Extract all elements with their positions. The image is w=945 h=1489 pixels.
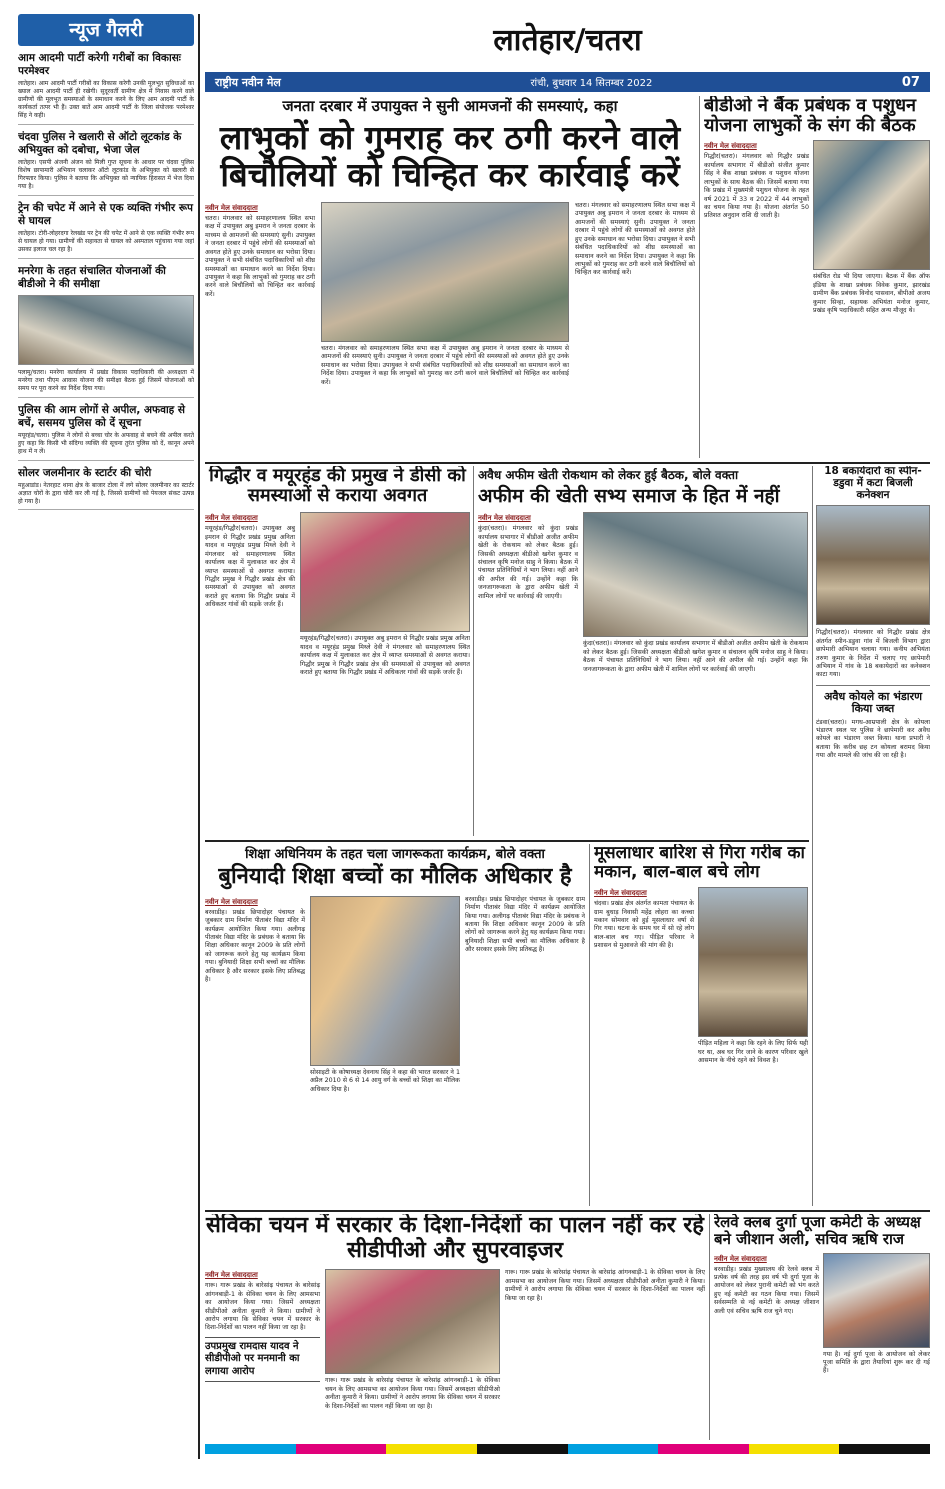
- divider: [812, 466, 813, 1206]
- railway-body: बरवाडीह। प्रखंड मुख्यालय की रेलवे क्लब में प्रत्येक वर्ष की तरह इस वर्ष भी दुर्गा पूजा के आयोजन को लेकर पुरानी कमेटी को भंग करते हुए नई कमेटी का गठन किया गया। जिसमें सर्वसम्मति से नई कमेटी के अध्यक्ष जीशान अली एवं सचिव ऋषि राज चुने गए।: [714, 1265, 819, 1315]
- divider: [699, 96, 700, 458]
- divider: [473, 466, 474, 836]
- print-color-bar: [205, 1444, 930, 1454]
- bdo-story: [704, 96, 930, 458]
- meeting-photo: [18, 295, 194, 365]
- sevika-headline: सेविका चयन में सरकार के दिशा-निर्देशों का पालन नहीं कर रहे सीडीपीओ और सुपरवाइजर: [206, 1214, 704, 1263]
- sidebar-article: [18, 404, 194, 461]
- collapsed-house-photo: [698, 887, 808, 1037]
- top-bar: [205, 72, 930, 92]
- sidebar-article: [18, 52, 194, 125]
- sevika-pullquote: उपप्रमुख रामदास यादव ने सीडीपीओ पर मनमानी का लगाया आरोप: [205, 1337, 320, 1383]
- divider: [589, 844, 590, 1206]
- afim-body: कुंदा(चतरा)। मंगलवार को कुंदा प्रखंड कार्यालय सभागार में बीडीओ अजीत अफीम खेती के रोकथाम को लेकर बैठक हुई। जिसकी अध्यक्षता बीडीओ खगेश कुमार व संचालन कृषि मनोज साहु ने किया। बैठक में पंचायत प्रतिनिधियों ने भाग लिया। नहीं आने की अपील की गई। उन्होंने कहा कि जनजागरूकता के द्वारा अफीम खेती में शामिल लोगों पर कार्रवाई की जाएगी।: [478, 525, 578, 600]
- awareness-program-photo: [310, 896, 460, 1066]
- bdo-body: गिद्धौर(चतरा)। मंगलवार को गिद्धौर प्रखंड कार्यालय सभागार में बीडीओ संजीत कुमार सिंह ने बैंक शाखा प्रबंधक व पशुधन योजना लाभुकों के साथ बैठक की। जिसमें बताया गया कि प्रखंड में मुख्यमंत्री पशुधन योजना के तहत वर्ष 2021 में 33 व 2022 में 44 लाभुकों का चयन किया गया है। योजना अंतर्गत 50 प्रतिशत अनुदान राशि दी जाती है।: [704, 153, 809, 220]
- newspaper-brand: राष्ट्रीय नवीन मेल: [215, 75, 281, 89]
- barish-body: चंदवा। प्रखंड क्षेत्र अंतर्गत कामता पंचायत के ग्राम बुधाड़ निवासी महेंद्र लोहरा का कच्चा मकान सोमवार को हुई मूसलाधार वर्षा से गिर गया। घटना के समय घर में सो रहे लोग बाल-बाल बच गए। पीड़ित परिवार ने प्रशासन से मुआवजे की मांग की है।: [594, 900, 694, 950]
- divider: [205, 462, 930, 464]
- afim-kicker: अवैध अफीम खेती रोकथाम को लेकर हुई बैठक, बोले वक्ता: [478, 468, 739, 482]
- sidebar-article-body: लातेहार। आम आदमी पार्टी गरीबों का विकास करेगी उनकी मूलभूत सुविधाओं का ख्याल आम आदमी पार्टी ही रखेगी। सुदूरवर्ती ग्रामीण क्षेत्र में निवास करने वाले ग्रामीणों की मूलभूत समस्याओं के समाधान करने के लिए आम आदमी पार्टी के कार्यकर्ता तत्पर भी हैं। उक्त बातें आम आदमी पार्टी के जिला संयोजक परमेश्वर सिंह ने कही।: [18, 80, 194, 119]
- sidebar-article-title: सोलर जलमीनार के स्टार्टर की चोरी: [18, 466, 152, 479]
- lead-story: [205, 96, 695, 468]
- sevika-byline: नवीन मेल संवाददाता: [205, 1271, 258, 1280]
- sidebar-article-body: पलामू/चतरा। मनरेगा कार्यालय में प्रखंड विकास पदाधिकारी की अध्यक्षता में मनरेगा तथा पीएम आवास योजना की समीक्षा बैठक हुई जिसमें योजनाओं को समय पर पूरा करने का निर्देश दिया गया।: [18, 368, 194, 392]
- afim-body-cont: कुंदा(चतरा)। मंगलवार को कुंदा प्रखंड कार्यालय सभागार में बीडीओ अजीत अफीम खेती के रोकथाम को लेकर बैठक हुई। जिसकी अध्यक्षता बीडीओ खगेश कुमार व संचालन कृषि मनोज साहु ने किया। बैठक में पंचायत प्रतिनिधियों ने भाग लिया। नहीं आने की अपील की गई। उन्होंने कहा कि जनजागरूकता के द्वारा अफीम खेती में शामिल लोगों पर कार्रवाई की जाएगी।: [583, 640, 808, 673]
- railway-byline: नवीन मेल संवाददाता: [714, 1254, 767, 1263]
- lead-byline: नवीन मेल संवाददाता: [205, 203, 258, 212]
- bdo-byline: नवीन मेल संवाददाता: [704, 142, 757, 151]
- barish-byline: नवीन मेल संवाददाता: [594, 889, 647, 898]
- page-title: लातेहार/चतरा: [493, 23, 642, 58]
- news-gallery-sidebar: [18, 14, 194, 1459]
- right-column: [816, 466, 930, 1206]
- sidebar-article-title: मनरेगा के तहत संचालित योजनाओं की बीडीओ ने की समीक्षा: [18, 264, 166, 290]
- railway-caption: गया है। नई दुर्गा पूजा के आयोजन को लेकर पूजा समिति के द्वारा तैयारियां शुरू कर दी गई हैं।: [823, 1350, 930, 1375]
- pramukh-meeting-photo: [300, 512, 470, 632]
- sidebar-article-title: पुलिस की आम लोगों से अपील, अफवाह से बचें, ससमय पुलिस को दें सूचना: [18, 403, 186, 429]
- lead-headline: लाभुकों को गुमराह कर ठगी करने वाले बिचौलियों को चिन्हित कर कार्रवाई करें: [219, 118, 681, 194]
- bdo-caption: संबंधित रोड भी दिया जाएगा। बैठक में बैंक ऑफ इंडिया के शाखा प्रबंधक विवेक कुमार, झारखंड ग्रामीण बैंक प्रबंधक विनोद पासवान, बीपीओ अजय कुमार सिन्हा, सहायक अभियंता मनोज कुमार, प्रखंड कृषि पदाधिकारी सहित अन्य मौजूद थे।: [813, 273, 930, 315]
- electricity-photo: [816, 505, 930, 625]
- giddhaur-body-cont: मयूरहंड/गिद्धौर(चतरा)। उपायुक्त अबु इमरान से गिद्धौर प्रखंड प्रमुख अनिता यादव व मयूरहंड प्रमुख मिथ्ले देवी ने मंगलवार को समाहरणालय स्थित कार्यालय कक्ष में मुलाकात कर क्षेत्र में व्याप्त समस्याओं से अवगत कराया। गिद्धौर प्रमुख ने गिद्धौर प्रखंड क्षेत्र की समस्याओं से उपायुक्त को अवगत कराते हुए बताया कि गिद्धौर प्रखंड में अधिकतर गांवों की सड़कें जर्जर हैं।: [300, 635, 470, 677]
- janta-darbar-photo: [321, 202, 569, 342]
- sidebar-article-title: चंदवा पुलिस ने खलारी से ऑटो लूटकांड के अभियुक्त को दबोचा, भेजा जेल: [18, 130, 182, 156]
- sidebar-article: [18, 265, 194, 398]
- sevika-body-cont2: गारू। गारू प्रखंड के बारेसांढ़ पंचायत के बारेसांढ़ आंगनबाड़ी-1 के सेविका चयन के लिए आमसभा का आयोजन किया गया। जिसमें अध्यक्षता सीडीपीओ अनीता कुमारी ने किया। ग्रामीणों ने आरोप लगाया कि सेविका चयन में सरकार के दिशा-निर्देशों का पालन नहीं किया जा रहा है।: [505, 1269, 705, 1302]
- shiksha-headline: बुनियादी शिक्षा बच्चों का मौलिक अधिकार है: [218, 864, 572, 889]
- sidebar-article: [18, 131, 194, 196]
- aamsabha-photo: [325, 1269, 500, 1374]
- divider: [205, 1210, 930, 1212]
- committee-president-photo: [823, 1253, 930, 1348]
- bdo-meeting-photo: [813, 140, 930, 270]
- shiksha-caption: सोसाइटी के कोषाध्यक्ष देवनाथ सिंह ने कहा की भारत सरकार ने 1 अप्रैल 2010 से 6 से 14 आयु वर्ग के बच्चों को शिक्षा का मौलिक अधिकार दिया है।: [310, 1068, 460, 1093]
- koyla-body: टंडवा(चतरा)। मगध-आम्रपाली क्षेत्र के कोयला भंडारण स्थल पर पुलिस ने छापेमारी कर अवैध कोयले का भंडारण जब्त किया। थाना प्रभारी ने बताया कि करीब छह टन कोयला बरामद किया गया और मामले की जांच की जा रही है।: [816, 718, 930, 760]
- afim-story: [478, 466, 808, 836]
- lead-body: चतरा। मंगलवार को समाहरणालय स्थित सभा कक्ष में उपायुक्त अबु इमरान ने जनता दरबार के माध्यम से आमजनों की समस्याएं सुनी। उपायुक्त ने जनता दरबार में पहुंचे लोगों की समस्याओं को अवगत होते हुए उनके समाधान का भरोसा दिया। उपायुक्त ने सभी संबंधित पदाधिकारियों को शीघ्र समस्याओं का समाधान करने का निर्देश दिया। उपायुक्त ने कहा कि लाभुकों को गुमराह कर ठगी करने वाले बिचौलियों को चिन्हित कर कार्रवाई करें।: [205, 214, 315, 298]
- giddhaur-body: मयूरहंड/गिद्धौर(चतरा)। उपायुक्त अबु इमरान से गिद्धौर प्रखंड प्रमुख अनिता यादव व मयूरहंड प्रमुख मिथ्ले देवी ने मंगलवार को समाहरणालय स्थित कार्यालय कक्ष में मुलाकात कर क्षेत्र में व्याप्त समस्याओं से अवगत कराया। गिद्धौर प्रमुख ने गिद्धौर प्रखंड क्षेत्र की समस्याओं से उपायुक्त को अवगत कराते हुए बताया कि गिद्धौर प्रखंड में अधिकतर गांवों की सड़कें जर्जर हैं।: [205, 525, 295, 609]
- sidebar-header: न्यूज गैलरी: [18, 14, 194, 46]
- sidebar-article-title: ट्रेन की चपेट में आने से एक व्यक्ति गंभीर रूप से घायल: [18, 201, 193, 227]
- giddhaur-headline: गिद्धौर व मयूरहंड की प्रमुख ने डीसी को समस्याओं से कराया अवगत: [209, 466, 466, 507]
- barish-headline: मूसलाधार बारिश से गिरा गरीब का मकान, बाल-बाल बचे लोग: [594, 844, 805, 883]
- giddhaur-story: [205, 466, 470, 846]
- sidebar-article-body: लातेहार। एसपी अंजनी अंजन को मिली गुप्त सूचना के आधार पर चंदवा पुलिस विशेष छापामारी अभियान चलाकर ऑटो लूटकांड के अभियुक्त को खलारी से गिरफ्तार किया। पुलिस ने बताया कि अभियुक्त को न्यायिक हिरासत में भेज दिया गया है।: [18, 159, 194, 190]
- giddhaur-byline: नवीन मेल संवाददाता: [205, 514, 258, 523]
- dateline: रांची, बुधवार 14 सितम्बर 2022: [530, 78, 653, 89]
- shiksha-story: [205, 844, 585, 1206]
- railway-story: [714, 1214, 930, 1442]
- sidebar-article-body: मयूरहंड/चतरा। पुलिस ने लोगों से बच्चा चोर के अफवाह से बचने की अपील करते हुए कहा कि किसी भी संदिग्ध व्यक्ति की सूचना तुरंत पुलिस को दें, कानून अपने हाथ में न लें।: [18, 431, 194, 455]
- sidebar-article-body: लातेहार। टोरी-लोहरदगा रेलखंड पर ट्रेन की चपेट में आने से एक व्यक्ति गंभीर रूप से घायल हो गया। ग्रामीणों की सहायता से घायल को अस्पताल पहुंचाया गया जहां उसका इलाज चल रहा है।: [18, 229, 194, 253]
- shiksha-body-cont: बरवाडीह। प्रखंड छिपादोहर पंचायत के जुबकार ग्राम निर्माण पीताबंर विद्या मंदिर में कार्यक्रम आयोजित किया गया। अलीगढ़ पीताबंर विद्या मंदिर के प्रबंधक ने बताया कि शिक्षा अधिकार कानून 2009 के प्रति लोगों को जागरूक करने हेतु यह कार्यक्रम किया गया। बुनियादी शिक्षा सभी बच्चों का मौलिक अधिकार है और सरकार इसके लिए प्रतिबद्ध है।: [465, 895, 585, 954]
- lead-body-cont: चतरा। मंगलवार को समाहरणालय स्थित सभा कक्ष में उपायुक्त अबु इमरान ने जनता दरबार के माध्यम से आमजनों की समस्याएं सुनी। उपायुक्त ने जनता दरबार में पहुंचे लोगों की समस्याओं को अवगत होते हुए उनके समाधान का भरोसा दिया। उपायुक्त ने सभी संबंधित पदाधिकारियों को शीघ्र समस्याओं का समाधान करने का निर्देश दिया। उपायुक्त ने कहा कि लाभुकों को गुमराह कर ठगी करने वाले बिचौलियों को चिन्हित कर कार्रवाई करें।: [321, 344, 569, 386]
- shiksha-kicker: शिक्षा अधिनियम के तहत चला जागरूकता कार्यक्रम, बोले वक्ता: [245, 847, 545, 862]
- barish-story: [594, 844, 808, 1206]
- sidebar-article-body: महुआडांड। नेतरहाट थाना क्षेत्र के बाजार टोला में लगे सोलर जलमीनार का स्टार्टर अज्ञात चोरों के द्वारा चोरी कर ली गई है, जिससे ग्रामीणों को पेयजल संकट उत्पन्न हो गया है।: [18, 481, 194, 505]
- afim-byline: नवीन मेल संवाददाता: [478, 514, 531, 523]
- bdo-headline: बीडीओ ने बैंक प्रबंधक व पशुधन योजना लाभुकों के संग की बैठक: [704, 96, 917, 137]
- koyla-headline: अवैध कोयले का भंडारण किया जब्त: [823, 689, 923, 716]
- bakayedar-headline: 18 बकायेदारों का स्पीन-डडुवा में कटा बिजली कनेक्शन: [824, 466, 922, 501]
- sidebar-article: [18, 467, 194, 511]
- afim-meeting-photo: [583, 512, 808, 637]
- lead-body-cont2: चतरा। मंगलवार को समाहरणालय स्थित सभा कक्ष में उपायुक्त अबु इमरान ने जनता दरबार के माध्यम से आमजनों की समस्याएं सुनी। उपायुक्त ने जनता दरबार में पहुंचे लोगों की समस्याओं को अवगत होते हुए उनके समाधान का भरोसा दिया। उपायुक्त ने सभी संबंधित पदाधिकारियों को शीघ्र समस्याओं का समाधान करने का निर्देश दिया। उपायुक्त ने कहा कि लाभुकों को गुमराह कर ठगी करने वाले बिचौलियों को चिन्हित कर कार्रवाई करें।: [575, 201, 695, 277]
- page-number: 07: [901, 74, 920, 90]
- divider: [709, 1214, 710, 1440]
- barish-caption: पीड़ित महिला ने कहा कि रहने के लिए सिर्फ यही घर था, अब घर गिर जाने के कारण परिवार खुले आसमान के नीचे रहने को विवश है।: [698, 1040, 808, 1064]
- sidebar-article-title: आम आदमी पार्टी करेगी गरीबों का विकासः परमेश्वर: [18, 52, 181, 78]
- sevika-body: गारू। गारू प्रखंड के बारेसांढ़ पंचायत के बारेसांढ़ आंगनबाड़ी-1 के सेविका चयन के लिए आमसभा का आयोजन किया गया। जिसमें अध्यक्षता सीडीपीओ अनीता कुमारी ने किया। ग्रामीणों ने आरोप लगाया कि सेविका चयन में सरकार के दिशा-निर्देशों का पालन नहीं किया जा रहा है।: [205, 1282, 320, 1332]
- divider: [205, 840, 809, 842]
- masthead: [205, 18, 930, 66]
- sevika-story: [205, 1214, 705, 1442]
- sevika-body-cont: गारू। गारू प्रखंड के बारेसांढ़ पंचायत के बारेसांढ़ आंगनबाड़ी-1 के सेविका चयन के लिए आमसभा का आयोजन किया गया। जिसमें अध्यक्षता सीडीपीओ अनीता कुमारी ने किया। ग्रामीणों ने आरोप लगाया कि सेविका चयन में सरकार के दिशा-निर्देशों का पालन नहीं किया जा रहा है।: [325, 1377, 500, 1410]
- sidebar-article: [18, 202, 194, 259]
- shiksha-byline: नवीन मेल संवाददाता: [205, 897, 258, 906]
- afim-headline: अफीम की खेती सभ्य समाज के हित में नहीं: [478, 485, 780, 507]
- shiksha-body: बरवाडीह। प्रखंड छिपादोहर पंचायत के जुबकार ग्राम निर्माण पीताबंर विद्या मंदिर में कार्यक्रम आयोजित किया गया। अलीगढ़ पीताबंर विद्या मंदिर के प्रबंधक ने बताया कि शिक्षा अधिकार कानून 2009 के प्रति लोगों को जागरूक करने हेतु यह कार्यक्रम किया गया। बुनियादी शिक्षा सभी बच्चों का मौलिक अधिकार है और सरकार इसके लिए प्रतिबद्ध है।: [205, 908, 305, 984]
- column-divider: [198, 14, 200, 1459]
- railway-headline: रेलवे क्लब दुर्गा पूजा कमेटी के अध्यक्ष बने जीशान अली, सचिव ऋषि राज: [714, 1214, 921, 1248]
- bakayedar-body: गिद्धौर(चतरा)। मंगलवार को गिद्धौर प्रखंड क्षेत्र अंतर्गत स्पीन-डडुवा गांव में बिजली विभाग द्वारा छापेमारी अभियान चलाया गया। कनीय अभियंता तरुण कुमार के निर्देश में चलाए गए छापेमारी अभियान में गांव के 18 बकायेदारों का कनेक्शन काटा गया।: [816, 629, 930, 679]
- lead-kicker: जनता दरबार में उपायुक्त ने सुनी आमजनों की समस्याएं, कहा: [282, 97, 618, 115]
